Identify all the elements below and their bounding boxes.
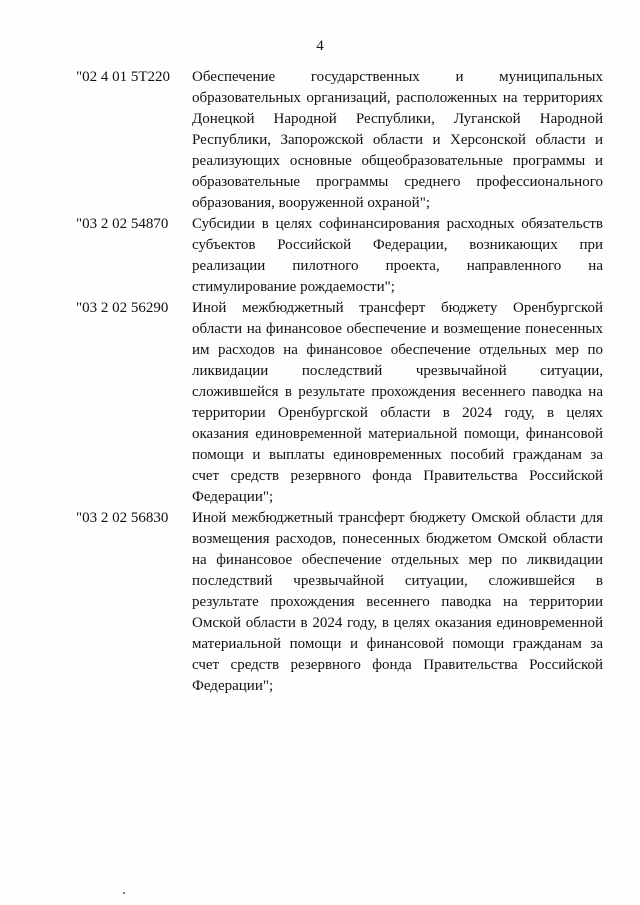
scan-speck xyxy=(123,892,125,894)
budget-description: Иной межбюджетный трансферт бюджету Омской области для возмещения расходов, понесенных бюджетом Омской области на финансовое обеспечение отдельных мер по ликвидации последствий чрезвычайной ситуации, сложившейся в результате прохождения весеннего паводка на территории Омской области в 2024 году, в целях оказания единовременной материальной помощи и финансовой помощи гражданам за счет средств резервного фонда Правительства Российской Федерации"; xyxy=(192,510,603,694)
budget-code-list xyxy=(76,67,606,697)
budget-code: "03 2 02 56830 xyxy=(76,510,169,526)
budget-description: Субсидии в целях софинансирования расходных обязательств субъектов Российской Федерации, возникающих при реализации пилотного проекта, направленного на стимулирование рождаемости"; xyxy=(192,216,603,295)
page-number: 4 xyxy=(316,38,324,54)
budget-entry xyxy=(76,508,606,697)
budget-code: "03 2 02 56290 xyxy=(76,300,169,316)
budget-entry xyxy=(76,67,606,214)
budget-entry xyxy=(76,214,606,298)
budget-description: Обеспечение государственных и муниципальных образовательных организаций, расположенных на территориях Донецкой Народной Республики, Луганской Народной Республики, Запорожской области и Херсонской области и реализующих основные общеобразовательные программы и образовательные программы среднего профессионального образования, вооруженной охраной"; xyxy=(192,69,603,211)
budget-entry xyxy=(76,298,606,508)
budget-code: "03 2 02 54870 xyxy=(76,216,169,232)
budget-code: "02 4 01 5Т220 xyxy=(76,69,171,85)
budget-description: Иной межбюджетный трансферт бюджету Оренбургской области на финансовое обеспечение и возмещение понесенных им расходов на финансовое обеспечение отдельных мер по ликвидации последствий чрезвычайной ситуации, сложившейся в результате прохождения весеннего паводка на территории Оренбургской области в 2024 году, в целях оказания единовременной материальной помощи, финансовой помощи и выплаты единовременных пособий гражданам за счет средств резервного фонда Правительства Российской Федерации"; xyxy=(192,300,603,505)
